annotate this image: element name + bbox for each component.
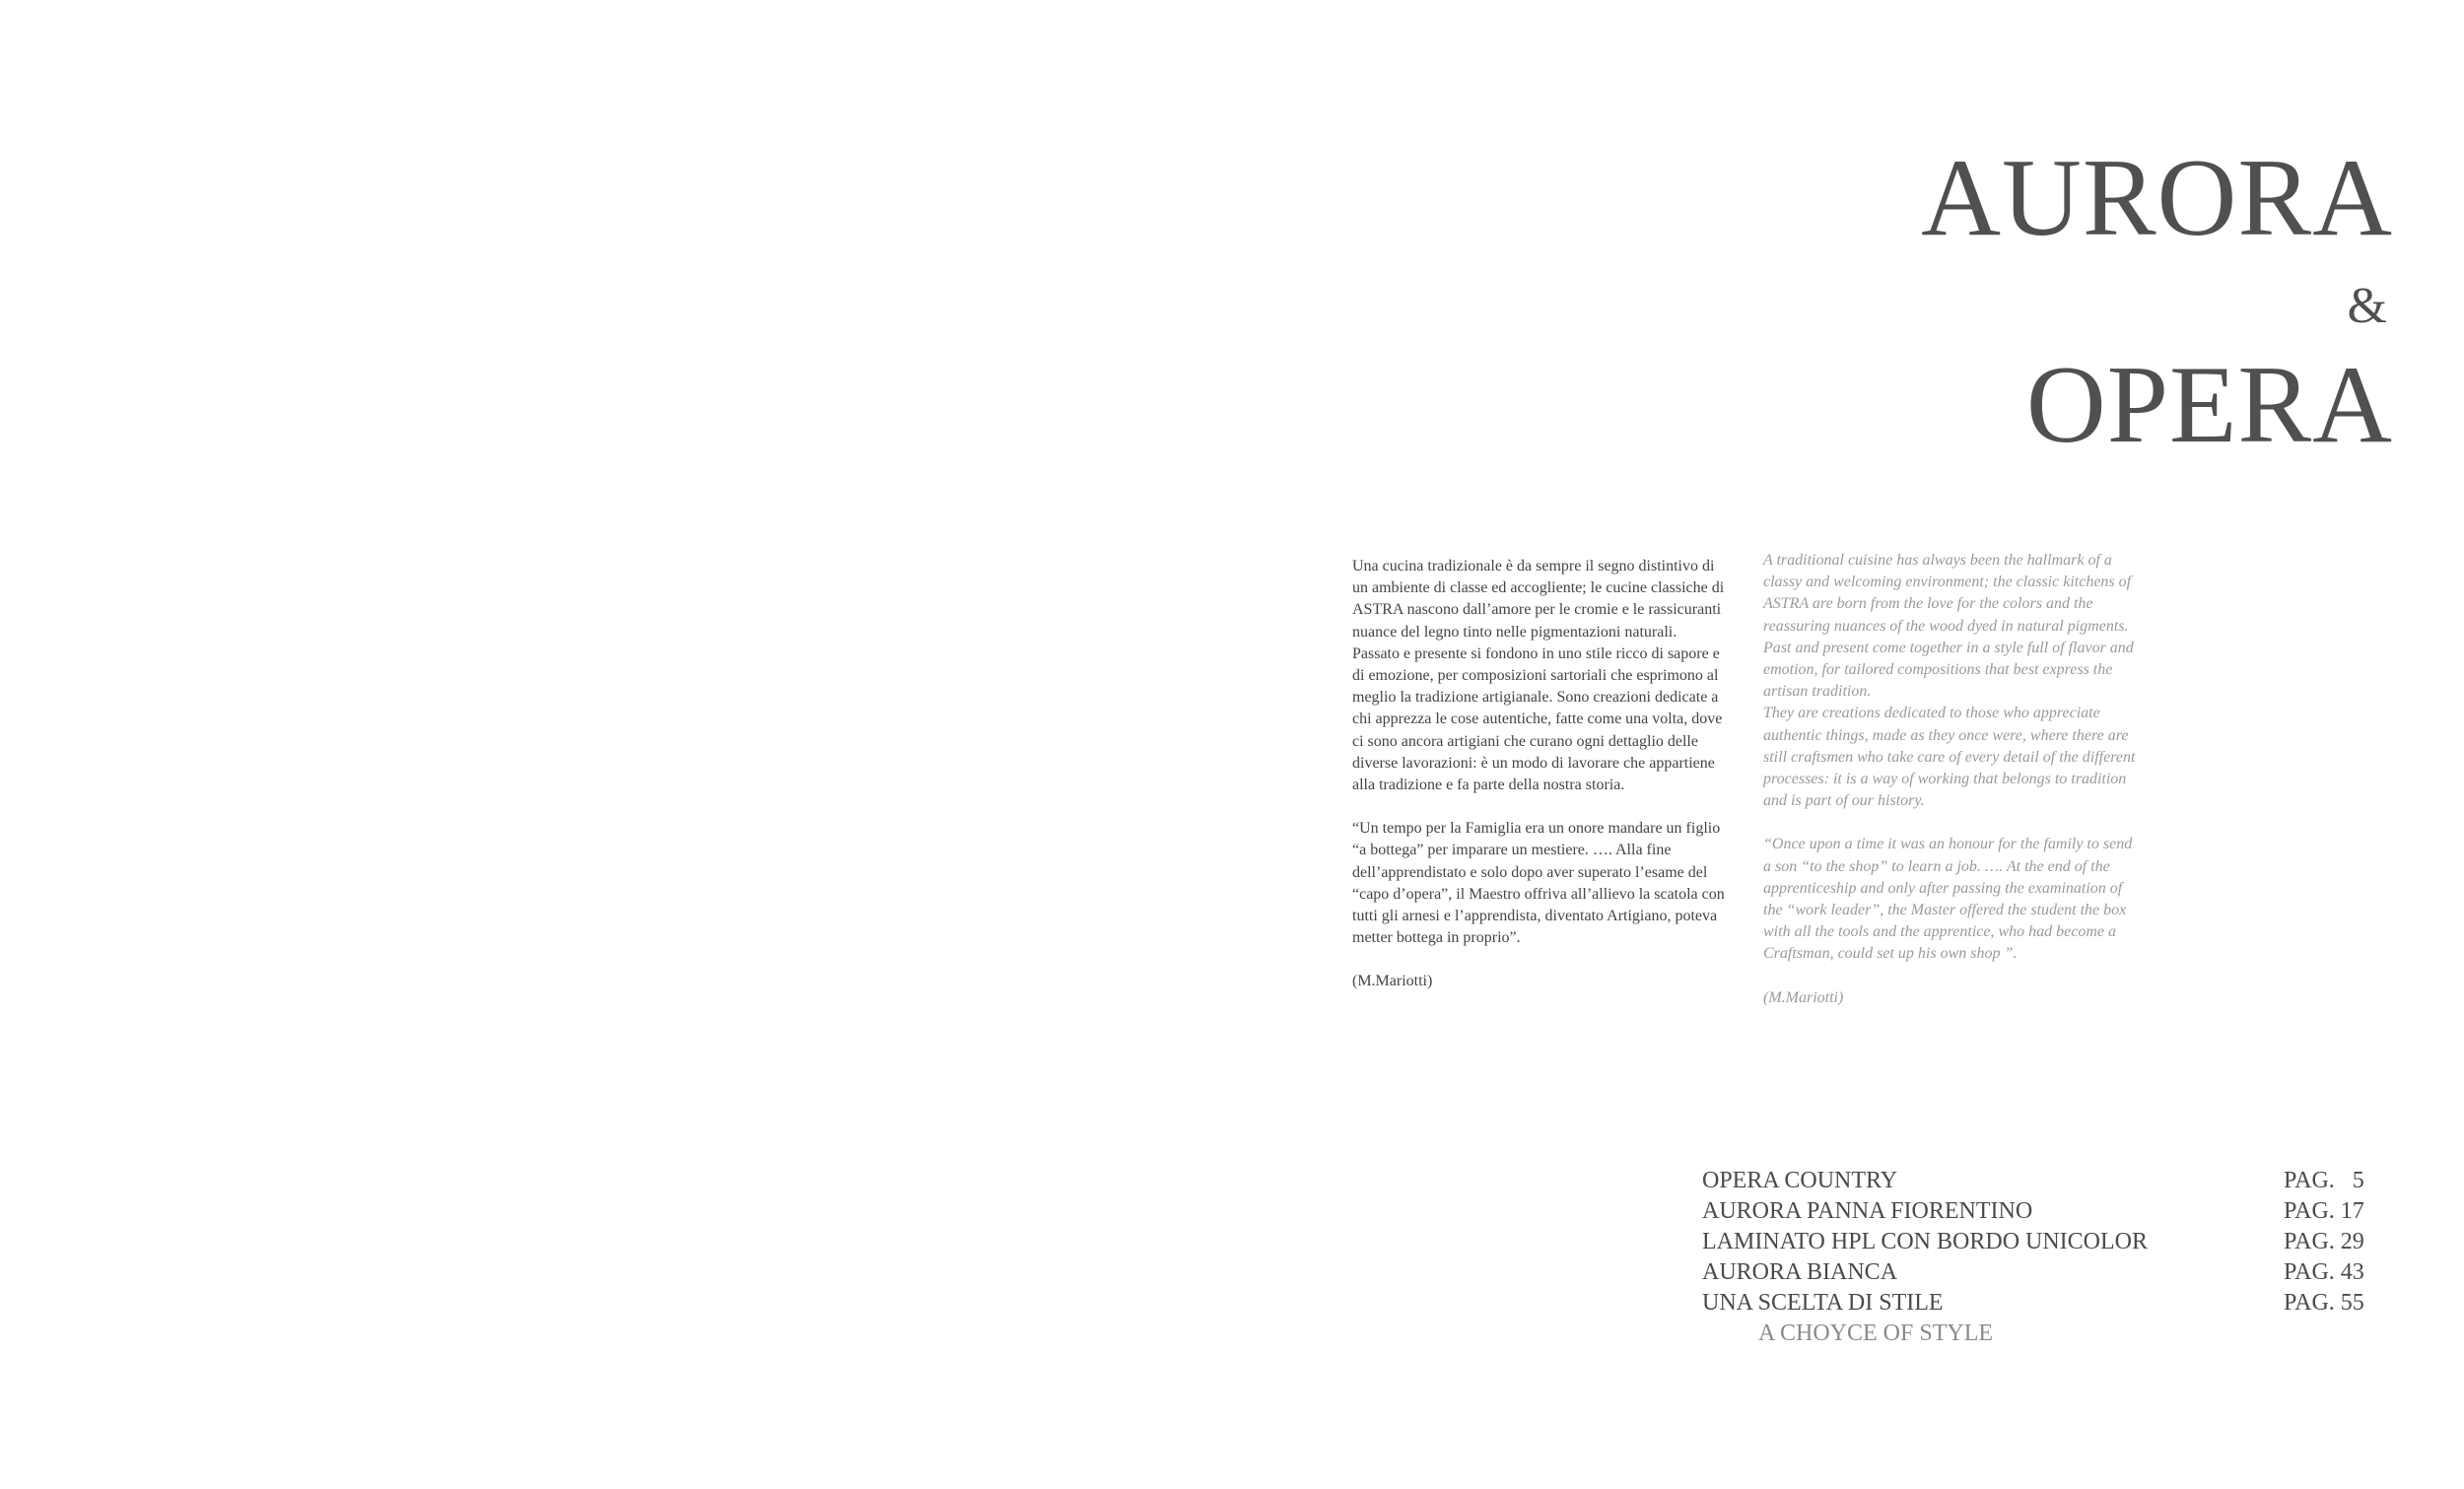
toc-item-label: AURORA BIANCA bbox=[1702, 1259, 1898, 1285]
title-block bbox=[1921, 137, 2393, 466]
english-author: (M.Mariotti) bbox=[1763, 988, 1844, 1006]
toc-item-page: PAG. 17 bbox=[2284, 1198, 2364, 1224]
toc-item[interactable] bbox=[1702, 1227, 2374, 1257]
title-ampersand: & bbox=[2347, 278, 2387, 334]
title-aurora: AURORA bbox=[1921, 137, 2393, 259]
toc-item-label: LAMINATO HPL CON BORDO UNICOLOR bbox=[1702, 1229, 2149, 1254]
toc-item-page: PAG. 43 bbox=[2284, 1259, 2364, 1285]
toc-item-page: PAG. 55 bbox=[2284, 1290, 2364, 1316]
english-quote: “Once upon a time it was an honour for the family to send a son “to the shop” to learn a job. …. At the end of the apprenticeship and only after passing the examination of the “work leader”, the Master offered the student the box with all the tools and the apprentice, who had become a Craftsman, could set up his own shop ”. bbox=[1763, 836, 2133, 963]
toc-item-label: OPERA COUNTRY bbox=[1702, 1168, 1898, 1193]
toc-item-page: PAG. 5 bbox=[2284, 1168, 2364, 1193]
english-paragraph-1: A traditional cuisine has always been the hallmark of a classy and welcoming environment; the classic kitchens of ASTRA are born from the love for the colors and the reassuring nuances of the wood dyed in natural pigments. Past and present come together in a style full of flavor and emotion, for tailored compositions that best express the artisan tradition. bbox=[1763, 552, 2134, 701]
table-of-contents bbox=[1702, 1166, 2374, 1349]
toc-item-page: PAG. 29 bbox=[2284, 1229, 2364, 1254]
italian-quote: “Un tempo per la Famiglia era un onore mandare un figlio “a bottega” per imparare un mestiere. …. Alla fine dell’apprendistato e solo dopo aver superato l’esame del “capo d’opera”, il Maestro offriva all’allievo la scatola con tutti gli arnesi e l’apprendista, diventato Artigiano, poteva metter bottega in proprio”. bbox=[1352, 820, 1725, 947]
italian-paragraph-1: Una cucina tradizionale è da sempre il segno distintivo di un ambiente di classe ed accogliente; le cucine classiche di ASTRA nascono dall’amore per le cromie e le rassicuranti nuance del legno tinto nelle pigmentazioni naturali. Passato e presente si fondono in uno stile ricco di sapore e di emozione, per composizioni sartoriali che esprimono al meglio la tradizione artigianale. Sono creazioni dedicate a chi apprezza le cose autentiche, fatte come una volta, dove ci sono ancora artigiani che curano ogni dettaglio delle diverse lavorazioni: è un modo di lavorare che appartiene alla tradizione e fa parte della nostra storia. bbox=[1352, 558, 1725, 794]
italian-author: (M.Mariotti) bbox=[1352, 973, 1433, 990]
toc-item[interactable] bbox=[1702, 1257, 2374, 1288]
toc-item[interactable] bbox=[1702, 1166, 2374, 1196]
italian-text-column bbox=[1352, 556, 1727, 1015]
title-opera: OPERA bbox=[2025, 344, 2393, 466]
english-paragraph-2: They are creations dedicated to those who appreciate authentic things, made as they once were, where there are still craftsmen who take care of every detail of the different processes: it is a way of working that belongs to tradition and is part of our history. bbox=[1763, 705, 2136, 810]
toc-item[interactable] bbox=[1702, 1196, 2374, 1227]
english-text-column bbox=[1763, 550, 2138, 1031]
toc-item-label: UNA SCELTA DI STILE bbox=[1702, 1290, 1944, 1316]
toc-subtitle: A CHOYCE OF STYLE bbox=[1758, 1320, 1994, 1346]
toc-item[interactable] bbox=[1702, 1288, 2374, 1319]
toc-item-label: AURORA PANNA FIORENTINO bbox=[1702, 1198, 2033, 1224]
